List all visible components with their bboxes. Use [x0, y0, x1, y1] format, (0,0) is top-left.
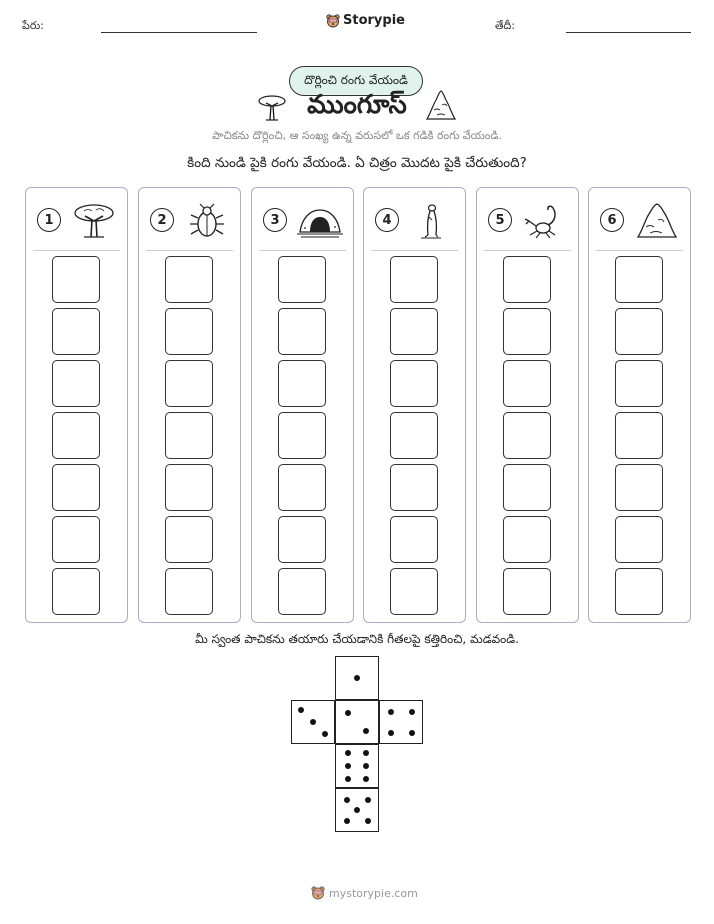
color-box[interactable]: [390, 516, 438, 563]
color-box[interactable]: [390, 464, 438, 511]
color-box[interactable]: [278, 568, 326, 615]
column-6: [588, 187, 691, 623]
bear-logo-icon: [311, 886, 325, 900]
column-1: [25, 187, 128, 623]
termite-mound-icon: [633, 202, 681, 240]
bear-logo-icon: [326, 14, 340, 28]
die-face: [335, 744, 379, 788]
column-divider: [484, 250, 571, 251]
date-line[interactable]: [566, 32, 691, 33]
date-label: తేదీ:: [495, 19, 516, 32]
color-box[interactable]: [165, 256, 213, 303]
color-box[interactable]: [503, 308, 551, 355]
column-4: [363, 187, 466, 623]
die-face: [335, 788, 379, 832]
die-pip: [409, 709, 415, 715]
color-box[interactable]: [165, 360, 213, 407]
name-label: పేరు:: [22, 19, 44, 32]
die-pip: [365, 818, 371, 824]
color-box[interactable]: [52, 516, 100, 563]
die-pip: [409, 730, 415, 736]
color-box[interactable]: [615, 308, 663, 355]
column-divider: [596, 250, 683, 251]
color-box[interactable]: [165, 516, 213, 563]
footer: [311, 886, 418, 900]
color-box[interactable]: [278, 360, 326, 407]
scorpion-icon: [521, 202, 569, 240]
cut-instruction: మీ స్వంత పాచికను తయారు చేయడానికి గీతలపై కత్తిరించి, మడవండి.: [195, 632, 519, 646]
color-box[interactable]: [615, 464, 663, 511]
die-pip: [345, 750, 351, 756]
color-box[interactable]: [615, 256, 663, 303]
color-box[interactable]: [278, 464, 326, 511]
color-box[interactable]: [278, 516, 326, 563]
color-box[interactable]: [165, 464, 213, 511]
termite-mound-icon: [424, 88, 458, 122]
color-box[interactable]: [390, 308, 438, 355]
burrow-icon: [296, 202, 344, 240]
column-divider: [33, 250, 120, 251]
beetle-icon: [183, 202, 231, 240]
die-pip: [363, 763, 369, 769]
color-box[interactable]: [503, 568, 551, 615]
page-title: ముంగూస్: [307, 90, 407, 120]
column-2: [138, 187, 241, 623]
color-box[interactable]: [615, 412, 663, 459]
die-pip: [322, 731, 328, 737]
brand-name: Storypie: [343, 13, 405, 28]
die-face: [291, 700, 335, 744]
column-number: 5: [488, 208, 512, 232]
die-pip: [354, 807, 360, 813]
die-pip: [345, 776, 351, 782]
color-box[interactable]: [615, 568, 663, 615]
die-pip: [354, 675, 360, 681]
die-pip: [388, 709, 394, 715]
column-3: [251, 187, 354, 623]
instruction: కింది నుండి పైకి రంగు వేయండి. ఏ చిత్రం మొదట పైకి చేరుతుంది?: [187, 155, 527, 171]
column-divider: [146, 250, 233, 251]
column-number: 3: [263, 208, 287, 232]
die-pip: [365, 797, 371, 803]
column-number: 6: [600, 208, 624, 232]
die-face: [335, 700, 379, 744]
column-number: 1: [37, 208, 61, 232]
die-pip: [363, 728, 369, 734]
color-box[interactable]: [52, 412, 100, 459]
column-5: [476, 187, 579, 623]
color-box[interactable]: [278, 308, 326, 355]
column-number: 2: [150, 208, 174, 232]
die-pip: [344, 818, 350, 824]
color-box[interactable]: [503, 464, 551, 511]
color-box[interactable]: [278, 256, 326, 303]
color-box[interactable]: [390, 412, 438, 459]
color-box[interactable]: [615, 360, 663, 407]
color-box[interactable]: [503, 412, 551, 459]
color-box[interactable]: [52, 256, 100, 303]
die-pip: [345, 710, 351, 716]
color-box[interactable]: [278, 412, 326, 459]
die-pip: [345, 763, 351, 769]
die-pip: [363, 750, 369, 756]
color-box[interactable]: [503, 360, 551, 407]
color-box[interactable]: [52, 464, 100, 511]
die-pip: [388, 730, 394, 736]
color-box[interactable]: [52, 568, 100, 615]
die-pip: [344, 797, 350, 803]
color-box[interactable]: [390, 360, 438, 407]
acacia-tree-icon: [70, 202, 118, 240]
subtitle: పాచికను దొర్లించి, ఆ సంఖ్య ఉన్న వరుసలో ఒక గడికి రంగు వేయండి.: [212, 129, 502, 142]
color-box[interactable]: [390, 568, 438, 615]
color-box[interactable]: [390, 256, 438, 303]
color-box[interactable]: [165, 568, 213, 615]
brand-logo: [326, 13, 405, 28]
activity-badge: దొర్లించి రంగు వేయండి: [289, 66, 423, 96]
footer-url[interactable]: mystorypie.com: [329, 886, 418, 900]
die-pip: [298, 707, 304, 713]
color-box[interactable]: [165, 308, 213, 355]
color-box[interactable]: [615, 516, 663, 563]
column-number: 4: [375, 208, 399, 232]
color-box[interactable]: [165, 412, 213, 459]
color-box[interactable]: [52, 360, 100, 407]
color-box[interactable]: [503, 516, 551, 563]
die-pip: [310, 719, 316, 725]
die-face: [335, 656, 379, 700]
die-pip: [363, 776, 369, 782]
die-face: [379, 700, 423, 744]
name-line[interactable]: [101, 32, 257, 33]
column-divider: [371, 250, 458, 251]
color-box[interactable]: [52, 308, 100, 355]
column-divider: [259, 250, 346, 251]
color-box[interactable]: [503, 256, 551, 303]
meerkat-icon: [408, 202, 456, 240]
